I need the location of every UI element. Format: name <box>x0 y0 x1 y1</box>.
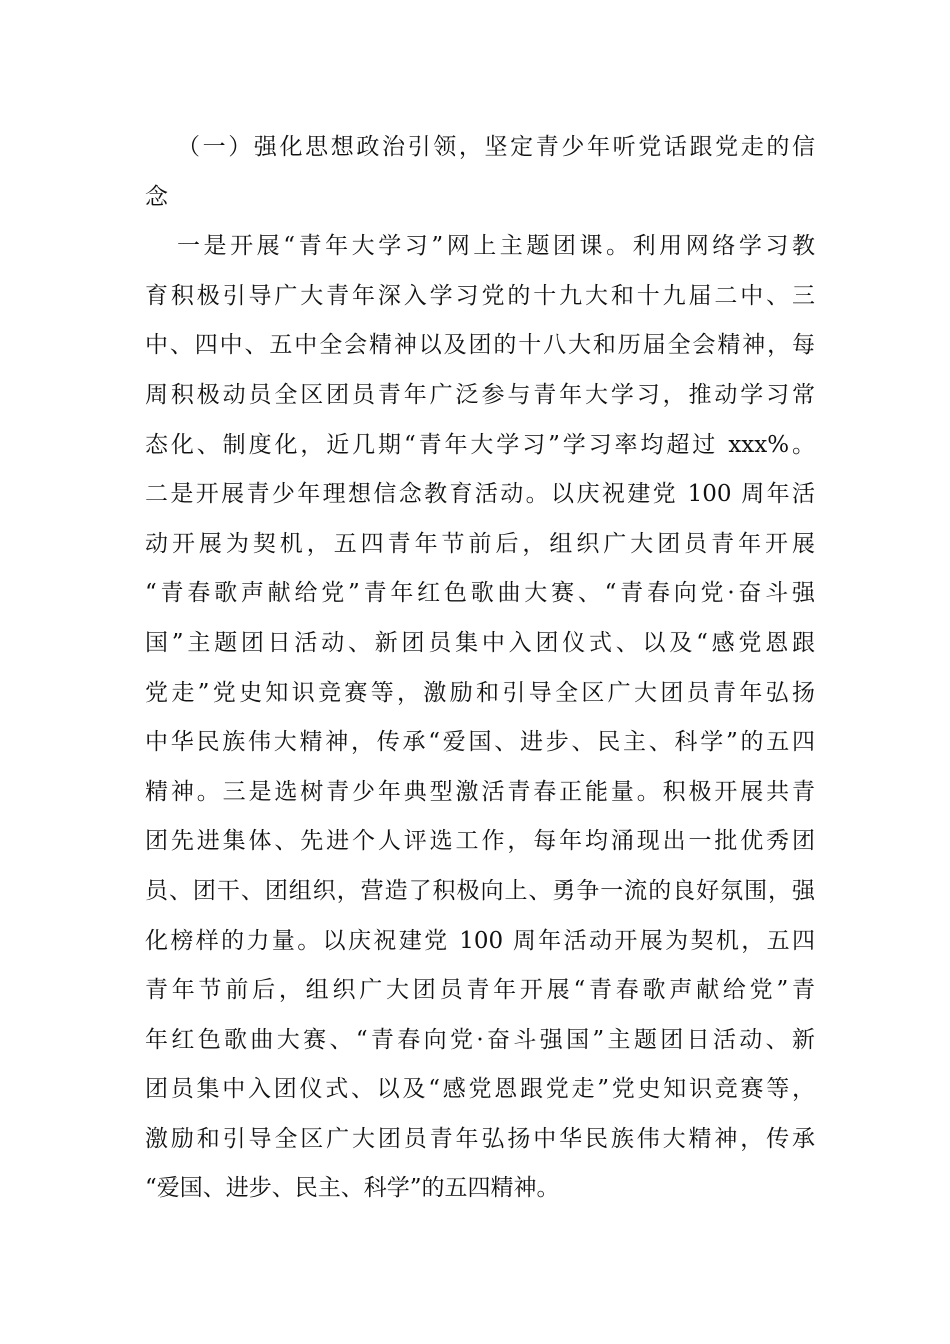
paragraph-line: 青年节前后，组织广大团员青年开展“青春歌声献给党”青 <box>145 977 815 1004</box>
paragraph-line: 精神。三是选树青少年典型激活青春正能量。积极开展共青 <box>145 778 815 805</box>
section-heading-line: 念 <box>145 183 168 210</box>
paragraph-line: 育积极引导广大青年深入学习党的十九大和十九届二中、三 <box>145 282 815 309</box>
paragraph-line: 年红色歌曲大赛、“青春向党·奋斗强国”主题团日活动、新 <box>145 1026 815 1053</box>
paragraph-line: 党走”党史知识竞赛等，激励和引导全区广大团员青年弘扬 <box>145 679 815 706</box>
paragraph-line: 团先进集体、先进个人评选工作，每年均涌现出一批优秀团 <box>145 828 815 855</box>
document-body <box>145 123 815 1214</box>
paragraph-line: 团员集中入团仪式、以及“感党恩跟党走”党史知识竞赛等， <box>145 1076 815 1103</box>
paragraph-line: 周积极动员全区团员青年广泛参与青年大学习，推动学习常 <box>145 381 815 408</box>
paragraph-line: 国”主题团日活动、新团员集中入团仪式、以及“感党恩跟 <box>145 629 815 656</box>
paragraph-line: 二是开展青少年理想信念教育活动。以庆祝建党 100 周年活 <box>145 481 815 508</box>
paragraph-line: “爱国、进步、民主、科学”的五四精神。 <box>145 1175 560 1202</box>
paragraph-line: “青春歌声献给党”青年红色歌曲大赛、“青春向党·奋斗强 <box>145 580 815 607</box>
section-heading-line: （一）强化思想政治引领，坚定青少年听党话跟党走的信 <box>177 134 815 160</box>
paragraph-line: 态化、制度化，近几期“青年大学习”学习率均超过 xxx%。 <box>145 431 815 458</box>
paragraph-line: 化榜样的力量。以庆祝建党 100 周年活动开展为契机，五四 <box>145 927 815 954</box>
paragraph-line: 一是开展“青年大学习”网上主题团课。利用网络学习教 <box>177 233 815 260</box>
paragraph-line: 中、四中、五中全会精神以及团的十八大和历届全会精神，每 <box>145 332 815 359</box>
paragraph-line: 员、团干、团组织，营造了积极向上、勇争一流的良好氛围，强 <box>145 877 815 904</box>
paragraph-line: 激励和引导全区广大团员青年弘扬中华民族伟大精神，传承 <box>145 1125 815 1152</box>
paragraph-line: 动开展为契机，五四青年节前后，组织广大团员青年开展 <box>145 530 815 557</box>
paragraph-line: 中华民族伟大精神，传承“爱国、进步、民主、科学”的五四 <box>145 729 815 756</box>
